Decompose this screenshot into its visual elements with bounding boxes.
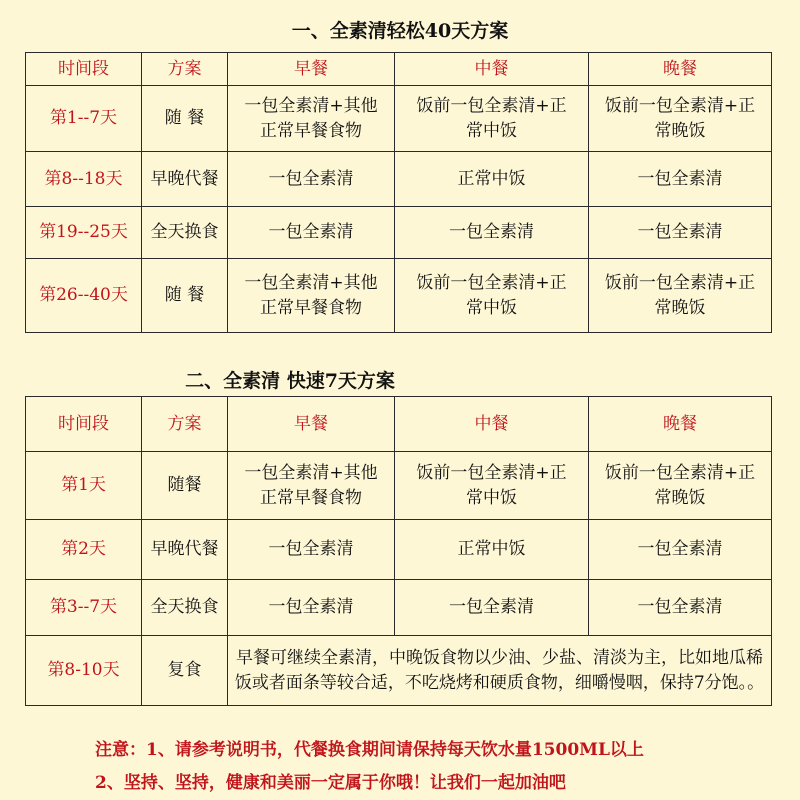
table-row <box>26 580 772 636</box>
lunch-line: 饭前一包全素清+正 <box>416 462 567 483</box>
breakfast-line: 正常早餐食物 <box>260 487 362 508</box>
period-cell: 第1--7天 <box>26 86 142 152</box>
period-cell: 第1天 <box>26 452 142 520</box>
lunch-line: 常中饭 <box>466 487 517 508</box>
dinner-line: 饭前一包全素清+正 <box>604 95 756 116</box>
lunch-cell: 一包全素清 <box>395 580 589 636</box>
header-period: 时间段 <box>26 397 142 452</box>
dinner-line: 饭前一包全素清+正 <box>604 272 756 293</box>
header-lunch: 中餐 <box>395 53 589 86</box>
dinner-cell: 一包全素清 <box>589 152 772 207</box>
breakfast-cell: 一包全素清 <box>228 152 395 207</box>
lunch-cell: 正常中饭 <box>395 520 589 580</box>
lunch-cell: 一包全素清 <box>395 207 589 259</box>
period-cell: 第8-10天 <box>26 636 142 706</box>
dinner-cell <box>589 452 772 520</box>
table-row <box>26 636 772 706</box>
breakfast-cell <box>228 452 395 520</box>
lunch-cell <box>395 259 589 333</box>
header-dinner: 晚餐 <box>589 53 772 86</box>
breakfast-line: 一包全素清+其他 <box>244 272 378 293</box>
dinner-cell: 一包全素清 <box>589 580 772 636</box>
section2-title: 二、全素清 快速7天方案 <box>185 370 395 392</box>
lunch-line: 饭前一包全素清+正 <box>416 95 567 116</box>
section1-title: 一、全素清轻松40天方案 <box>291 20 509 42</box>
breakfast-cell: 一包全素清 <box>228 520 395 580</box>
plan-cell: 全天换食 <box>142 580 228 636</box>
header-period: 时间段 <box>26 53 142 86</box>
header-breakfast: 早餐 <box>228 397 395 452</box>
plan-cell: 随 餐 <box>142 86 228 152</box>
period-cell: 第8--18天 <box>26 152 142 207</box>
period-cell: 第2天 <box>26 520 142 580</box>
table-row <box>26 152 772 207</box>
dinner-line: 常晚饭 <box>654 487 706 508</box>
note-line-1: 注意：1、请参考说明书，代餐换食期间请保持每天饮水量1500ML以上 <box>95 740 644 760</box>
recovery-note-cell: 早餐可继续全素清，中晚饭食物以少油、少盐、清淡为主，比如地瓜稀饭或者面条等较合适，不吃烧烤和硬质食物，细嚼慢咽，保持7分饱。。 <box>228 636 772 706</box>
breakfast-line: 正常早餐食物 <box>260 297 362 318</box>
plan-cell: 早晚代餐 <box>142 520 228 580</box>
table-row <box>26 520 772 580</box>
plan-cell: 随餐 <box>142 452 228 520</box>
dinner-cell: 一包全素清 <box>589 520 772 580</box>
table-row <box>26 86 772 152</box>
header-plan: 方案 <box>142 397 228 452</box>
period-cell: 第19--25天 <box>26 207 142 259</box>
header-lunch: 中餐 <box>395 397 589 452</box>
breakfast-line: 一包全素清+其他 <box>244 95 378 116</box>
dinner-cell <box>589 259 772 333</box>
lunch-cell <box>395 86 589 152</box>
dinner-cell <box>589 86 772 152</box>
lunch-cell <box>395 452 589 520</box>
lunch-line: 常中饭 <box>466 297 517 318</box>
lunch-line: 饭前一包全素清+正 <box>416 272 567 293</box>
breakfast-cell: 一包全素清 <box>228 580 395 636</box>
plan-cell: 早晚代餐 <box>142 152 228 207</box>
table-header-row <box>26 397 772 452</box>
breakfast-cell <box>228 86 395 152</box>
dinner-line: 饭前一包全素清+正 <box>604 462 756 483</box>
header-dinner: 晚餐 <box>589 397 772 452</box>
header-plan: 方案 <box>142 53 228 86</box>
breakfast-cell: 一包全素清 <box>228 207 395 259</box>
plan-40-day-table <box>25 52 772 333</box>
lunch-line: 常中饭 <box>466 120 517 141</box>
table-row <box>26 452 772 520</box>
breakfast-line: 一包全素清+其他 <box>244 462 378 483</box>
breakfast-cell <box>228 259 395 333</box>
period-cell: 第26--40天 <box>26 259 142 333</box>
table-row <box>26 207 772 259</box>
dinner-line: 常晚饭 <box>654 297 706 318</box>
note-line-2: 2、坚持、坚持，健康和美丽一定属于你哦！让我们一起加油吧 <box>95 773 566 793</box>
lunch-cell: 正常中饭 <box>395 152 589 207</box>
breakfast-line: 正常早餐食物 <box>260 120 362 141</box>
dinner-line: 常晚饭 <box>654 120 706 141</box>
period-cell: 第3--7天 <box>26 580 142 636</box>
dinner-cell: 一包全素清 <box>589 207 772 259</box>
header-breakfast: 早餐 <box>228 53 395 86</box>
plan-cell: 全天换食 <box>142 207 228 259</box>
table-row <box>26 259 772 333</box>
plan-7-day-table <box>25 396 772 706</box>
plan-cell: 随 餐 <box>142 259 228 333</box>
plan-cell: 复食 <box>142 636 228 706</box>
table-header-row <box>26 53 772 86</box>
